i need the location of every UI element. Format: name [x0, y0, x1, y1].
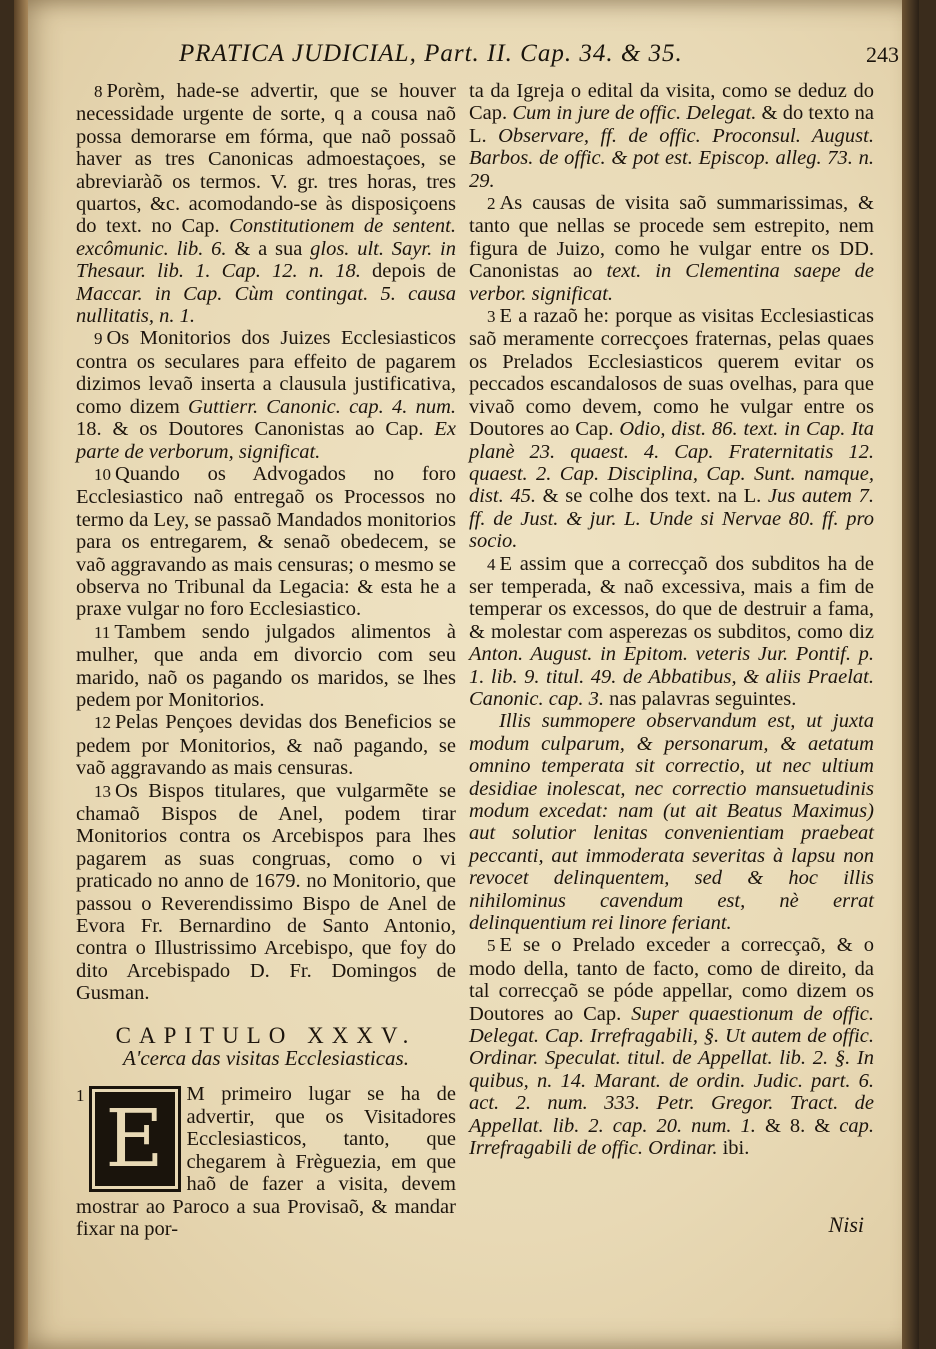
paragraph-number: 2: [487, 194, 496, 214]
paragraph-text: M primeiro lugar se ha de advertir, que os Visitadores Ecclesiasticos, tanto, que chegarem à Frèguezia, em que haõ de fazer a visita, devem mostrar ao Paroco a sua Provisaõ, & mandar fixar na por-: [76, 1083, 456, 1240]
paragraph: [76, 327, 456, 462]
citation-italic: Constitutionem de sentent. excômunic. lib. 6.: [76, 215, 456, 260]
paragraph-number: 4: [487, 554, 496, 574]
chapter-subtitle: A'cerca das visitas Ecclesiasticas.: [123, 1046, 409, 1071]
catchword: Nisi: [828, 1212, 864, 1237]
paragraph: [76, 621, 456, 712]
citation-italic: Maccar. in Cap. Cùm contingat. 5. causa nullitatis, n. 1.: [76, 282, 456, 328]
paragraph-text: Quando os Advogados no foro Ecclesiastico naõ entregaõ os Processos no termo da Ley, se passaõ Mandados monitorios para os entregarem, & senaõ obedecem, se vaõ aggravando as mais censuras; o mesmo se observa no Tribunal da Legacia: & esta he a praxe vulgar no foro Ecclesiastico.: [76, 462, 456, 621]
citation-italic: glos. ult. Sayr. in Thesaur. lib. 1. Cap. 12. n. 18.: [76, 237, 456, 283]
book-page: [14, 0, 919, 1349]
citation-italic: Cum in jure de offic. Delegat.: [512, 102, 757, 125]
chapter-heading: [76, 1022, 456, 1071]
paragraph: [469, 80, 874, 192]
paragraph-text: & a sua: [226, 237, 311, 260]
paragraph: [469, 305, 874, 552]
paragraph-text: Pelas Pençoes devidas dos Beneficios se pedem por Monitorios, & naõ pagando, se vaõ aggravando as mais censuras.: [76, 711, 456, 780]
paragraph-text: & se colhe dos text. na L.: [536, 485, 768, 508]
paragraph-text: E a razaõ he: porque as visitas Ecclesiasticas saõ meramente correcçoes fraternas, pelas quaes os Prelados Ecclesiasticos querem evitar os peccados escandalosos de suas ovelhas, para que vivaõ como devem, como he vulgar entre os Doutores ao Cap.: [469, 305, 874, 441]
paragraph: [469, 553, 874, 711]
paragraph-text: & 8. &: [755, 1114, 840, 1137]
paragraph-number: 12: [94, 713, 111, 733]
paragraph-number: 8: [94, 82, 103, 101]
page-left-edge: [14, 0, 28, 1349]
citation-italic: Anton. August. in Epitom. veteris Jur. Pontif. p. 1. lib. 9. titul. 49. de Abbatibus, & aliis Praelat. Canonic. cap. 3.: [469, 643, 874, 710]
citation-italic: Jus autem 7. ff. de Just. & jur. L. Unde si Nervae 80. ff. pro socio.: [469, 485, 874, 553]
paragraph-text: E se o Prelado exceder a correcçaõ, & o modo della, tanto de facto, como de direito, da tal correcçaõ se póde appellar, como dizem os Doutores ao Cap.: [469, 934, 874, 1025]
citation-italic: Super quaestionum de offic. Delegat. Cap. Irrefragabili, §. Ut autem de offic. Ordinar. Speculat. titul. de Appellat. lib. 2. §. In quibus, n. 14. Marant. de ordin. Judic. part. 6. act. 2. num. 333. Petr. Gregor. Tract. de Appellat. lib. 2. cap. 20. num. 1.: [469, 1002, 875, 1137]
paragraph-text: ta da Igreja o edital da visita, como se deduz do Cap.: [469, 80, 874, 125]
paragraph-text: depois de: [360, 260, 456, 283]
left-column: [76, 80, 456, 1240]
citation-italic: text. in Clementina saepe de verbor. significat.: [469, 260, 874, 305]
paragraph-text: Tambem sendo julgados alimentos à mulher, que anda em divorcio com seu marido, naõ os pagando os maridos, se lhes pedem por Monitorios.: [76, 620, 456, 711]
running-title: PRATICA JUDICIAL, Part. II. Cap. 34. & 35.: [179, 40, 683, 67]
paragraph-number: 10: [94, 464, 111, 484]
paragraph-number: 1: [76, 1086, 85, 1106]
citation-italic: cap. Irrefragabili de offic. Ordinar.: [469, 1114, 874, 1160]
folio-number: 243: [866, 42, 899, 67]
paragraph-text: Os Bispos titulares, que vulgarmẽte se chamaõ Bispos de Anel, podem tirar Monitorios contra os Arcebispos para lhes pagarem as suas congruas, como o vi praticado no anno de 1679. no Monitorio, que passou o Reverendissimo Bispo de Anel de Evora Fr. Bernardino de Santo Antonio, contra o Illustrissimo Arcebispo, que foy do dito Arcebispado D. Fr. Domingos de Gusman.: [76, 779, 456, 1005]
paragraph-text: Porèm, hade-se advertir, que se houver necessidade urgente de sorte, q a cousa naõ possa demorarse em fórma, que naõ possaõ haver as tres Canonicas admoestaçoes, se abreviaràõ os termos. V. gr. tres horas, tres quartos, &c. acomodando-se às disposiçoens do text. no Cap.: [76, 80, 456, 238]
paragraph: [76, 711, 456, 779]
latin-quote: Illis summopere observandum est, ut juxta modum culparum, & personarum, & aetatum omnino temperata sit correctio, ut nec ultium desidiae inolescat, nec correctio mansuetudinis modum excedat: nam (ut ait Beatus Maximus) aut solutior lenitas convenientiam praebeat peccanti, aut immoderata severitas à lapsu non revocet delinquentem, sed & hoc illis nihilominus cavendum est, nè errat delinquentium rei linore feriant.: [469, 710, 874, 935]
chapter-title: CAPITULO XXXV.: [115, 1022, 417, 1048]
paragraph-text: As causas de visita saõ summarissimas, & tanto que nellas se procede sem estrepito, nem figura de Juizo, como he vulgar entre os DD. Canonistas ao: [469, 192, 874, 283]
paragraph-number: 13: [94, 781, 111, 801]
paragraph: [76, 463, 456, 621]
paragraph-text: & do texto na L.: [469, 102, 874, 147]
page-header: [179, 40, 899, 72]
citation-italic: Guttierr. Canonic. cap. 4. num.: [188, 395, 456, 418]
right-last-paragraph: [469, 934, 874, 1159]
paragraph-text: Os Monitorios dos Juizes Ecclesiasticos contra os seculares para effeito de pagarem dizimos levaõ inserta a clausula justificativa, como dizem: [76, 327, 456, 418]
decorated-initial: E: [89, 1086, 181, 1192]
paragraph-number: 9: [94, 329, 103, 349]
paragraph-number: 5: [487, 936, 496, 956]
paragraph-number: 3: [487, 307, 496, 327]
paragraph-number: 11: [94, 622, 111, 642]
paragraph: [469, 192, 874, 305]
citation-italic: Ex parte de verborum, significat.: [76, 418, 456, 463]
citation-italic: Odio, dist. 86. text. in Cap. Ita planè 23. quaest. 4. Cap. Fraternitatis 12. quaest. 2. Cap. Disciplina, Cap. Sunt. namque, dist. 45.: [469, 418, 874, 508]
paragraph-text: 18. & os Doutores Canonistas ao Cap.: [76, 418, 435, 441]
dropcap-paragraph: [76, 1083, 456, 1240]
right-paragraphs: [469, 80, 874, 710]
paragraph-text: ibi.: [717, 1137, 750, 1160]
paragraph: [76, 80, 456, 327]
paragraph-text: E assim que a correcçaõ dos subditos ha de ser temperada, & naõ excessiva, mais a fim de temperar os excessos, do que de destruir a fama, & molestar com asperezas os subditos, como diz: [469, 552, 874, 643]
page-right-edge: [902, 0, 919, 1349]
paragraph: [469, 934, 874, 1159]
citation-italic: Observare, ff. de offic. Proconsul. August. Barbos. de offic. & pot est. Episcop. alleg. 73. n. 29.: [469, 124, 874, 192]
paragraph-text: nas palavras seguintes.: [603, 687, 797, 710]
paragraph: [76, 780, 456, 1005]
right-column: [469, 80, 874, 1160]
dropcap-block: [76, 1083, 181, 1192]
left-paragraphs: [76, 80, 456, 1005]
